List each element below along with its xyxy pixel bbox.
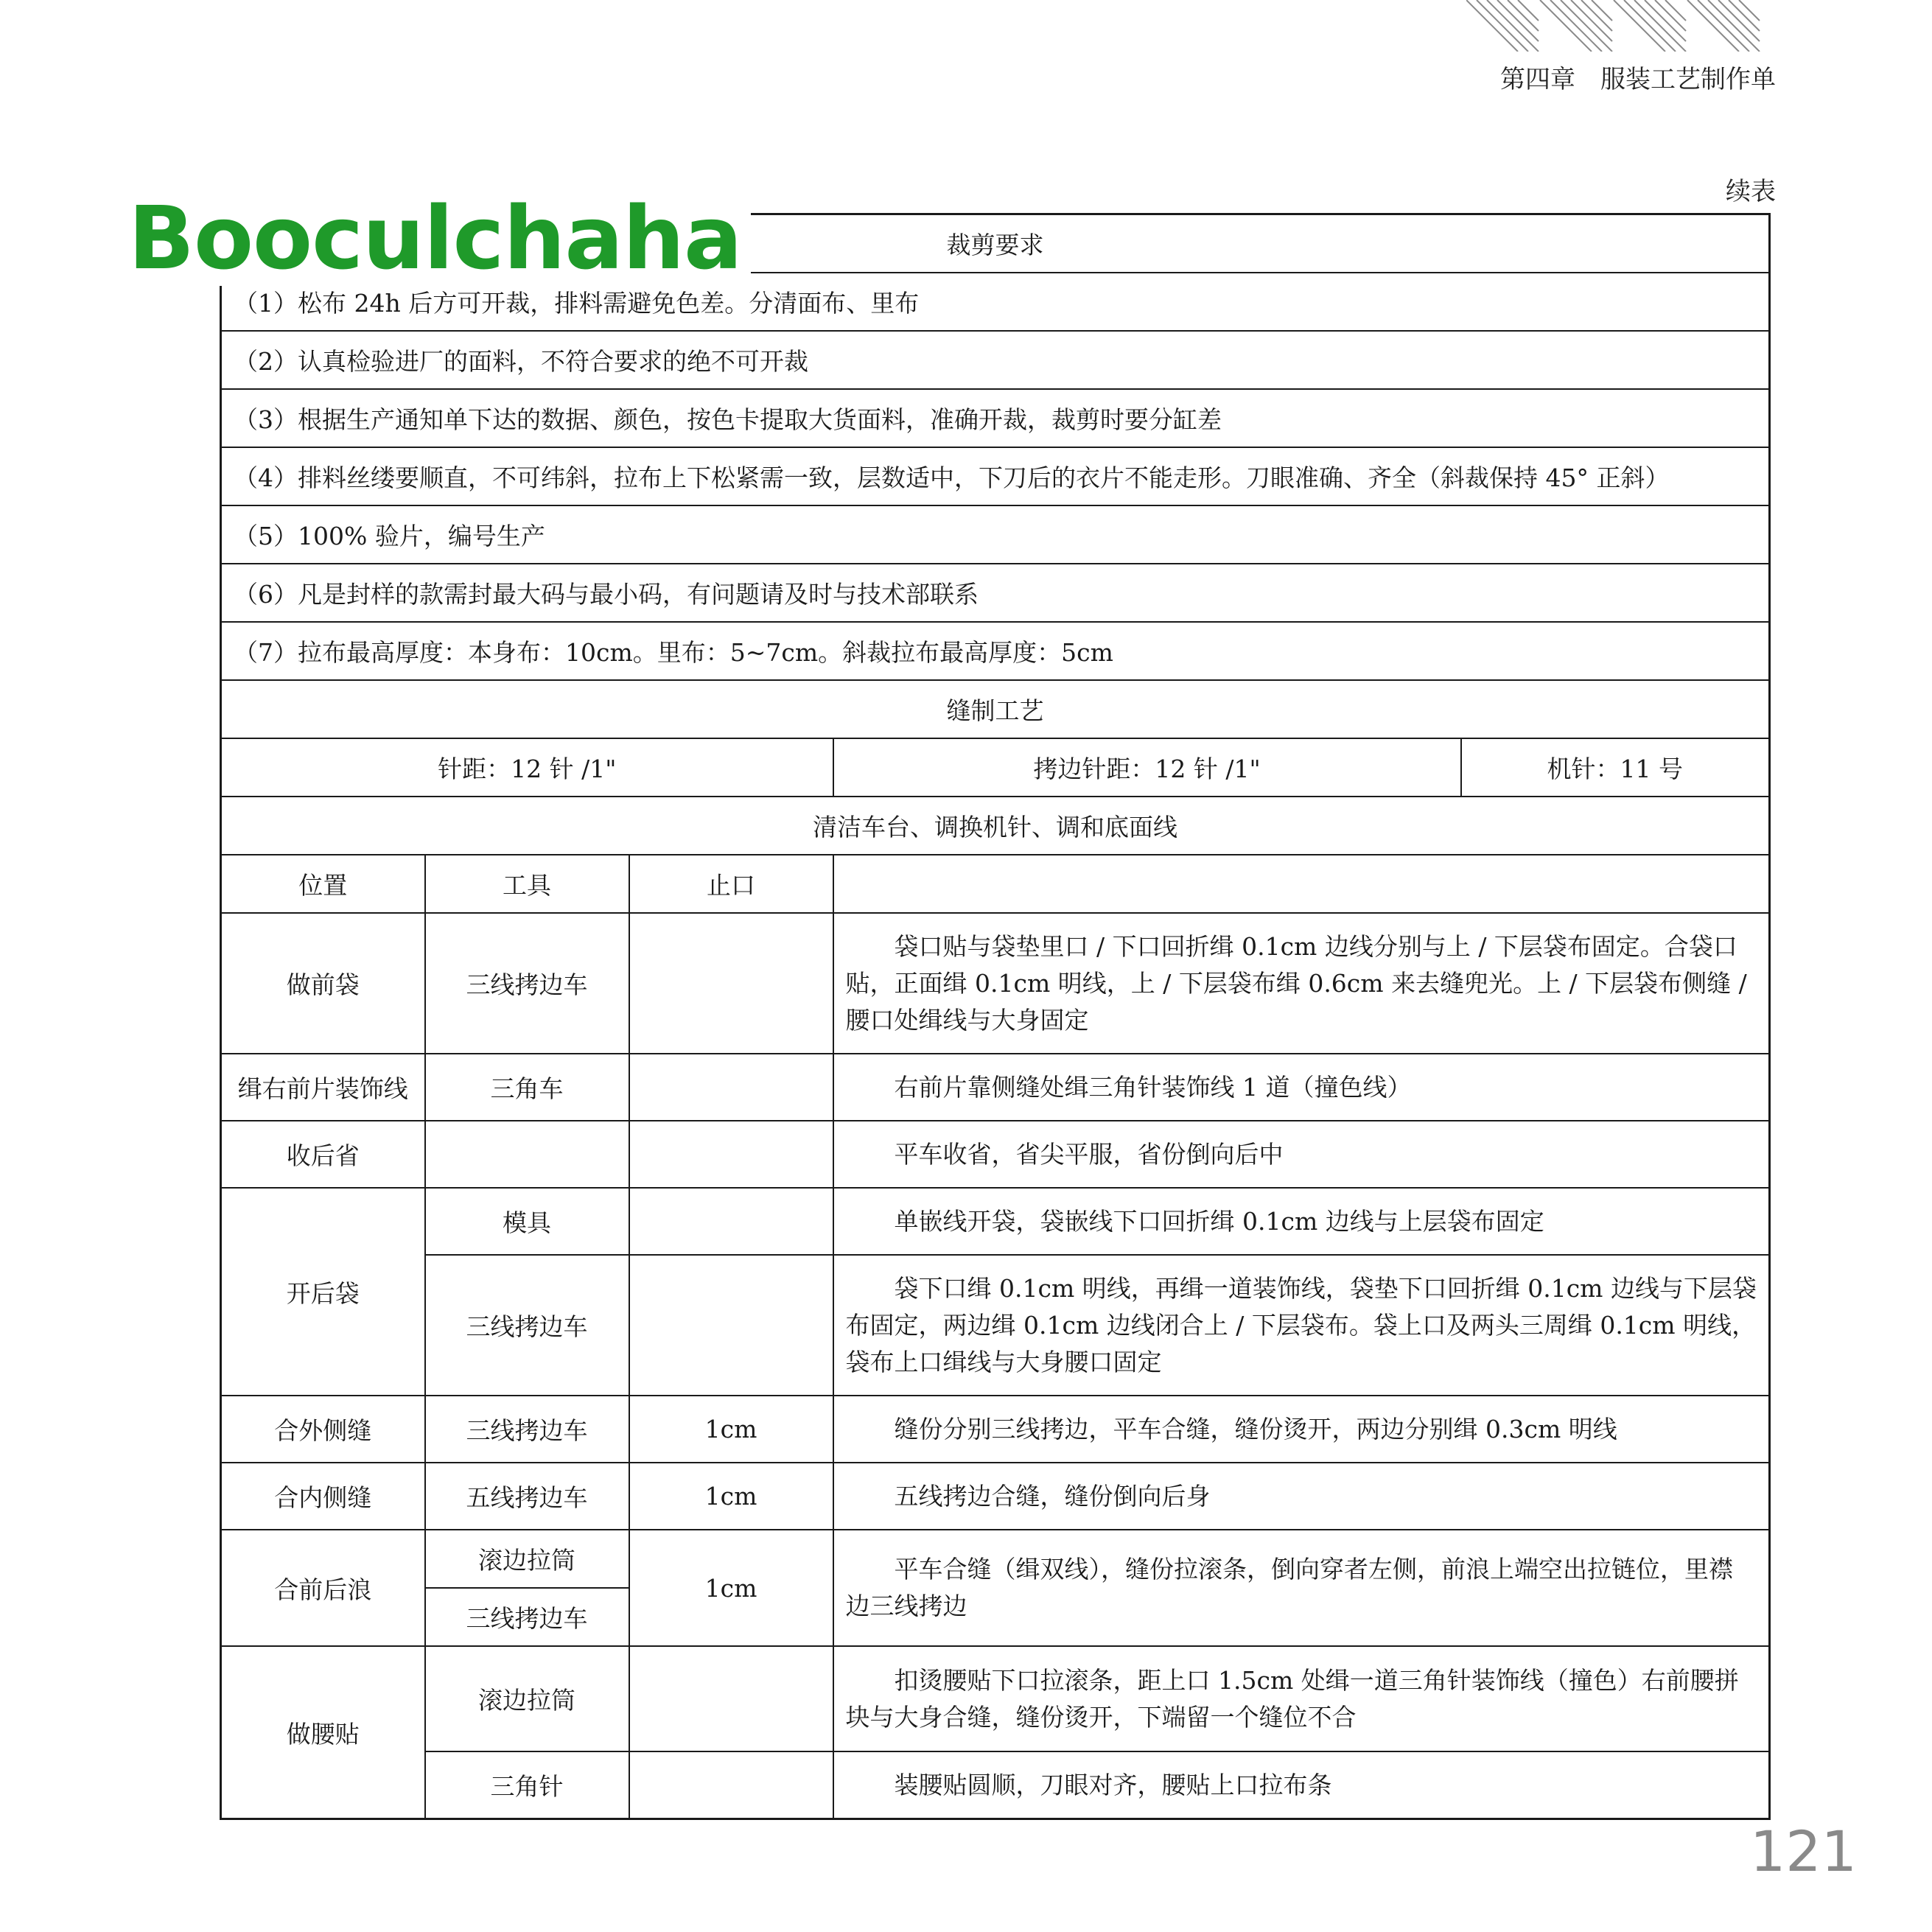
desc-cell: 装腰贴圆顺，刀眼对齐，腰贴上口拉布条 <box>833 1751 1770 1819</box>
process-row <box>221 1751 1770 1819</box>
process-row <box>221 1255 1770 1396</box>
position-cell: 合内侧缝 <box>221 1463 425 1530</box>
position-cell: 合外侧缝 <box>221 1396 425 1463</box>
overlock-stitch-length: 拷边针距：12 针 /1" <box>833 738 1461 797</box>
cutting-title: 裁剪要求 <box>221 214 1770 273</box>
desc-cell: 袋下口缉 0.1cm 明线，再缉一道装饰线，袋垫下口回折缉 0.1cm 边线与下层袋布固定，两边缉 0.1cm 边线闭合上 / 下层袋布。袋上口及两头三周缉 0.1cm 明线，袋布上口缉线与大身腰口固定 <box>833 1255 1770 1396</box>
cutting-item-row <box>221 505 1770 564</box>
process-row <box>221 1463 1770 1530</box>
position-cell: 开后袋 <box>221 1188 425 1396</box>
desc-cell: 缝份分别三线拷边，平车合缝，缝份烫开，两边分别缉 0.3cm 明线 <box>833 1396 1770 1463</box>
tool-cell: 三角针 <box>425 1751 629 1819</box>
process-row <box>221 1396 1770 1463</box>
desc-cell: 平车合缝（缉双线），缝份拉滚条，倒向穿者左侧，前浪上端空出拉链位，里襟边三线拷边 <box>833 1530 1770 1646</box>
stop-cell: 1cm <box>629 1463 833 1530</box>
stop-cell <box>629 1054 833 1121</box>
cutting-item-row <box>221 447 1770 505</box>
cutting-item: （3）根据生产通知单下达的数据、颜色，按色卡提取大货面料，准确开裁，裁剪时要分缸差 <box>221 389 1770 447</box>
header-stop: 止口 <box>629 855 833 913</box>
header-position: 位置 <box>221 855 425 913</box>
process-row <box>221 1054 1770 1121</box>
prep-row <box>221 797 1770 855</box>
cutting-item-row <box>221 389 1770 447</box>
section-header-row <box>221 680 1770 738</box>
tool-cell: 三线拷边车 <box>425 1588 629 1646</box>
sewing-title: 缝制工艺 <box>221 680 1770 738</box>
cutting-item: （7）拉布最高厚度：本身布：10cm。里布：5~7cm。斜裁拉布最高厚度：5cm <box>221 622 1770 680</box>
stop-cell <box>629 1121 833 1188</box>
position-cell: 做腰贴 <box>221 1646 425 1819</box>
cutting-item-row <box>221 331 1770 389</box>
tool-cell <box>425 1121 629 1188</box>
cutting-item: （1）松布 24h 后方可开裁，排料需避免色差。分清面布、里布 <box>221 273 1770 331</box>
cutting-item-row <box>221 622 1770 680</box>
stop-cell: 1cm <box>629 1396 833 1463</box>
position-cell: 合前后浪 <box>221 1530 425 1646</box>
process-row <box>221 1530 1770 1588</box>
tool-cell: 三线拷边车 <box>425 913 629 1054</box>
tool-cell: 三角车 <box>425 1054 629 1121</box>
stop-cell <box>629 1255 833 1396</box>
position-cell: 做前袋 <box>221 913 425 1054</box>
header-tool: 工具 <box>425 855 629 913</box>
tool-cell: 模具 <box>425 1188 629 1255</box>
cutting-item: （4）排料丝缕要顺直，不可纬斜，拉布上下松紧需一致，层数适中，下刀后的衣片不能走形。刀眼准确、齐全（斜裁保持 45° 正斜） <box>221 447 1770 505</box>
stitch-spec-row <box>221 738 1770 797</box>
desc-cell: 平车收省，省尖平服，省份倒向后中 <box>833 1121 1770 1188</box>
stitch-length: 针距：12 针 /1" <box>221 738 833 797</box>
tool-cell: 滚边拉筒 <box>425 1530 629 1588</box>
cutting-item: （2）认真检验进厂的面料，不符合要求的绝不可开裁 <box>221 331 1770 389</box>
page-number: 121 <box>1749 1819 1857 1884</box>
header-desc <box>833 855 1770 913</box>
desc-cell: 五线拷边合缝，缝份倒向后身 <box>833 1463 1770 1530</box>
position-cell: 缉右前片装饰线 <box>221 1054 425 1121</box>
stop-cell: 1cm <box>629 1530 833 1646</box>
stop-cell <box>629 1751 833 1819</box>
process-row <box>221 1121 1770 1188</box>
stop-cell <box>629 1188 833 1255</box>
tool-cell: 三线拷边车 <box>425 1255 629 1396</box>
process-table <box>220 213 1771 1820</box>
brand-watermark: Booculchaha <box>125 190 751 286</box>
tool-cell: 三线拷边车 <box>425 1396 629 1463</box>
desc-cell: 扣烫腰贴下口拉滚条，距上口 1.5cm 处缉一道三角针装饰线（撞色）右前腰拼块与大身合缝，缝份烫开，下端留一个缝位不合 <box>833 1646 1770 1751</box>
desc-cell: 袋口贴与袋垫里口 / 下口回折缉 0.1cm 边线分别与上 / 下层袋布固定。合袋口贴，正面缉 0.1cm 明线，上 / 下层袋布缉 0.6cm 来去缝兜光。上 / 下层袋布侧缝 / 腰口处缉线与大身固定 <box>833 913 1770 1054</box>
needle-size: 机针：11 号 <box>1461 738 1770 797</box>
prep-instructions: 清洁车台、调换机针、调和底面线 <box>221 797 1770 855</box>
process-row <box>221 913 1770 1054</box>
cutting-item: （5）100% 验片，编号生产 <box>221 505 1770 564</box>
desc-cell: 单嵌线开袋，袋嵌线下口回折缉 0.1cm 边线与上层袋布固定 <box>833 1188 1770 1255</box>
desc-cell: 右前片靠侧缝处缉三角针装饰线 1 道（撞色线） <box>833 1054 1770 1121</box>
corner-hatch-decoration <box>1466 0 1768 52</box>
chapter-title: 第四章 服装工艺制作单 <box>1500 65 1776 94</box>
cutting-item-row <box>221 564 1770 622</box>
tool-cell: 滚边拉筒 <box>425 1646 629 1751</box>
continued-label: 续表 <box>1726 177 1776 206</box>
position-cell: 收后省 <box>221 1121 425 1188</box>
process-row <box>221 1188 1770 1255</box>
cutting-item: （6）凡是封样的款需封最大码与最小码，有问题请及时与技术部联系 <box>221 564 1770 622</box>
process-row <box>221 1646 1770 1751</box>
stop-cell <box>629 913 833 1054</box>
column-header-row <box>221 855 1770 913</box>
tool-cell: 五线拷边车 <box>425 1463 629 1530</box>
stop-cell <box>629 1646 833 1751</box>
